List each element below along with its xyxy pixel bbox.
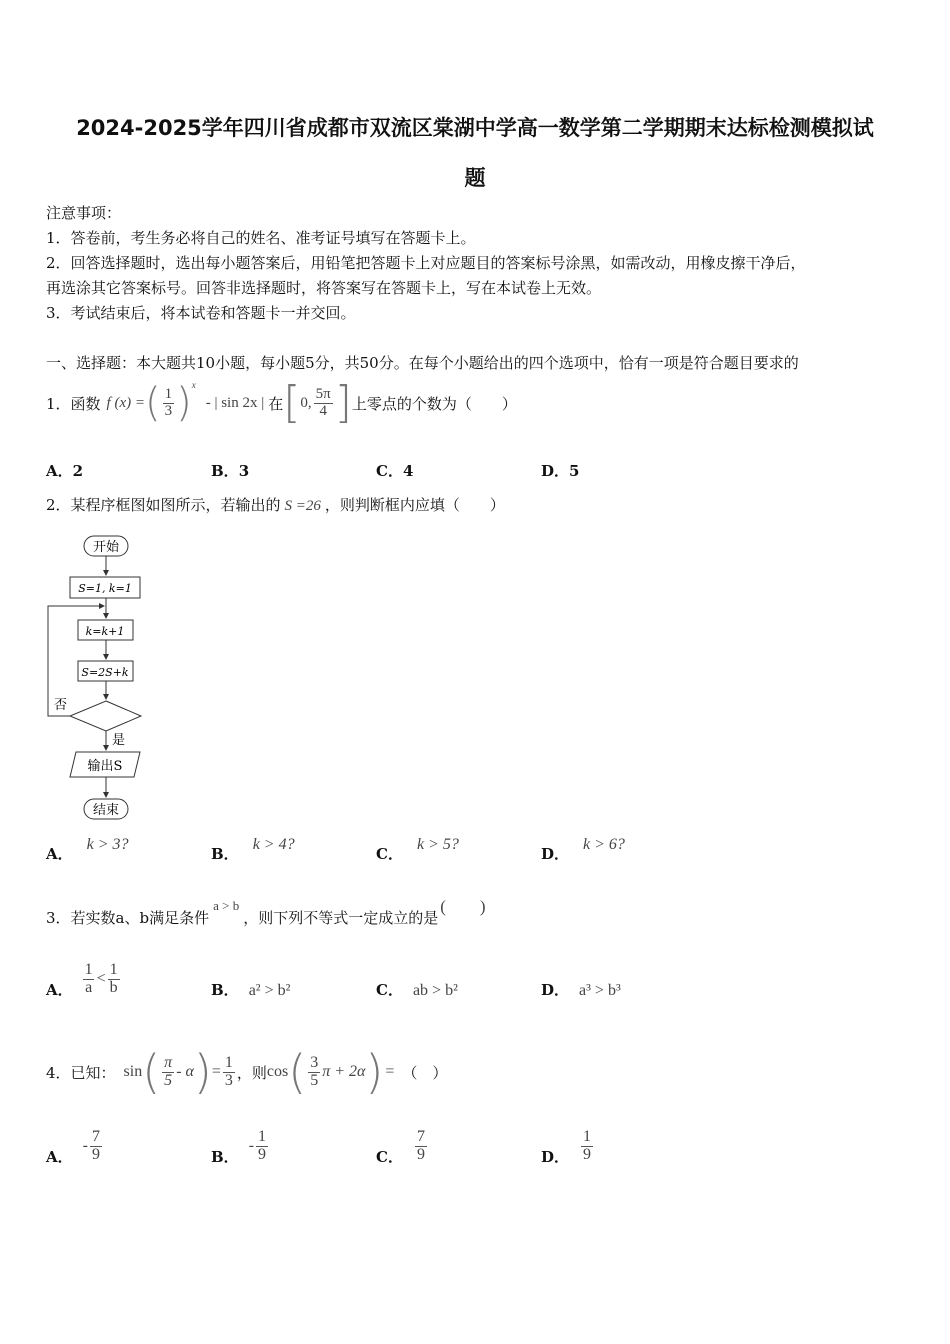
q2-math: S =26 [284,498,321,514]
notice-item-1: 1．答卷前，考生务必将自己的姓名、准考证号填写在答题卡上。 [46,229,476,247]
q2-option-d-value: k > 6? [583,836,625,853]
flowchart [40,528,150,824]
q3-condition: a > b [213,898,240,913]
q4-sin: sin [123,1063,143,1080]
q4-option-a[interactable] [46,1122,104,1170]
notice-heading: 注意事项： [46,204,122,222]
q4-left-paren-1: ( [142,1045,161,1099]
question-2 [46,494,505,515]
q4-option-b-label: B． [211,1147,239,1166]
q1-option-c-value: 4 [402,462,414,480]
q1-frac-num: 1 [164,385,173,402]
q3-option-a-den2: b [109,978,118,996]
q1-suffix: 上零点的个数为（ ） [351,394,517,413]
q4-option-b-sign: - [248,1137,255,1154]
page-title-continued: 题 [464,166,486,190]
q4-equals: = [211,1063,221,1080]
q1-in: 在 [268,394,284,413]
q4-right-paren-1: ) [193,1045,212,1099]
notice-item-3: 3．考试结束后，将本试卷和答题卡一并交回。 [46,304,356,322]
q2-option-c-label: C． [376,845,403,863]
q1-option-b[interactable] [211,460,249,481]
flow-no-label: 否 [54,698,68,713]
section-heading: 一、选择题：本大题共10小题，每小题5分，共50分。在每个小题给出的四个选项中，恰有一项是符合题目要求的 [46,354,799,372]
q1-fraction [163,387,175,420]
q2-option-d[interactable] [541,836,625,863]
q4-option-c-num: 7 [416,1127,425,1145]
q1-right-paren: ) [176,380,192,426]
q2-option-c[interactable] [376,836,459,863]
q1-left-paren: ( [144,380,161,426]
q3-option-d-label: D． [541,981,570,999]
q4-option-d-label: D． [541,1147,570,1166]
q4-option-a-den: 9 [91,1145,100,1163]
q2-option-b-label: B． [211,845,239,863]
q4-option-a-num: 7 [91,1127,100,1145]
q2-option-d-label: D． [541,845,570,863]
q3-option-b[interactable] [211,979,290,1000]
notice-item-2-continued: 再选涂其它答案标号。回答非选择题时，将答案写在答题卡上，写在本试卷上无效。 [46,279,602,297]
q1-option-d[interactable] [541,460,579,481]
q1-option-d-label: D． [541,462,570,480]
question-1 [46,378,517,428]
q3-option-a-label: A． [46,980,73,999]
q2-option-a-value: k > 3? [86,836,129,853]
flow-increment-label: k=k+1 [85,625,125,638]
q4-option-b-frac [256,1129,268,1164]
q2-option-a-label: A． [46,845,73,863]
q2-suffix: ，则判断框内应填（ ） [324,496,505,514]
question-4 [46,1040,447,1104]
q4-option-a-sign: - [82,1137,88,1154]
q3-option-a[interactable] [46,954,122,1004]
q3-option-a-num1: 1 [84,960,93,978]
q4-frac-1-den: 5 [164,1071,173,1089]
flow-yes-label: 是 [112,733,126,748]
q4-frac-2 [308,1055,320,1090]
q4-paren: （ ） [402,1063,448,1082]
q3-option-d[interactable] [541,979,621,1000]
q1-right-bracket: ] [334,377,352,428]
q4-rhs-num: 1 [224,1053,233,1071]
q1-func: f (x) = [106,394,145,411]
q4-option-d[interactable] [541,1122,595,1170]
q4-right-paren-2: ) [365,1045,384,1099]
q1-option-b-label: B． [211,462,239,480]
q4-option-d-frac [581,1129,593,1164]
q3-suffix: ，则下列不等式一定成立的是 [243,909,439,927]
q3-option-c[interactable] [376,979,458,1000]
q4-frac-2-num: 3 [310,1053,319,1071]
q4-option-c[interactable] [376,1122,429,1170]
q4-option-b-num: 1 [258,1127,267,1145]
q3-option-d-value: a³ > b³ [579,982,621,999]
q4-rhs-den: 3 [224,1071,233,1089]
q4-frac-1 [162,1055,174,1090]
q3-option-b-value: a² > b² [248,982,291,999]
q4-option-c-den: 9 [416,1145,425,1163]
q4-cos: cos [266,1063,289,1080]
q4-option-d-den: 9 [583,1145,592,1163]
q4-option-a-label: A． [46,1147,73,1166]
q3-option-a-frac2 [108,962,120,997]
q1-frac-den: 3 [164,402,173,419]
q4-left-paren-2: ( [288,1045,307,1099]
q2-option-b[interactable] [211,836,295,863]
q4-option-c-frac [415,1129,427,1164]
page-title: 2024-2025学年四川省成都市双流区棠湖中学高一数学第二学期期末达标检测模拟试 [76,116,874,140]
q1-interval-num: 5π [315,385,331,402]
q3-option-a-frac1 [83,962,95,997]
q1-option-a[interactable] [46,460,83,481]
q1-exponent: x [191,380,196,390]
q4-rhs-frac [223,1055,235,1090]
q3-option-c-value: ab > b² [412,982,458,999]
q4-then: ，则 [236,1063,267,1082]
flow-init-label: S=1, k=1 [78,582,132,595]
q4-option-b-den: 9 [258,1145,267,1163]
flow-update-label: S=2S+k [81,666,129,679]
q2-prefix: 2．某程序框图如图所示，若输出的 [46,496,281,514]
q1-prefix: 1．函数 [46,394,101,413]
q3-paren: ( ) [440,897,486,916]
flow-output-label: 输出S [87,759,123,774]
q3-option-c-label: C． [376,981,403,999]
q3-option-a-den1: a [85,978,93,996]
q1-option-d-value: 5 [569,462,580,480]
q4-option-b[interactable] [211,1122,270,1170]
q4-minus-alpha: - α [176,1063,194,1080]
q1-option-a-value: 2 [72,462,84,480]
q4-plus-term: π + 2α [322,1063,366,1080]
q4-equals-2: = [385,1063,395,1080]
notice-item-2: 2．回答选择题时，选出每小题答案后，用铅笔把答题卡上对应题目的答案标号涂黑，如需改动，用橡皮擦干净后， [46,254,806,272]
q3-prefix: 3．若实数a、b满足条件 [46,909,210,927]
q1-interval-start: 0, [300,394,312,411]
q2-option-c-value: k > 5? [416,836,459,853]
q1-left-bracket: [ [283,377,301,428]
q3-option-b-label: B． [211,981,239,999]
question-3 [46,898,486,928]
flow-end-label: 结束 [92,803,120,818]
q1-option-c-label: C． [376,462,403,480]
flow-decision-diamond [70,701,141,731]
q1-interval-fraction [314,387,333,420]
q1-option-a-label: A． [46,462,73,480]
q4-prefix: 4．已知： [46,1063,116,1082]
flow-start-label: 开始 [92,540,120,555]
q4-option-d-num: 1 [583,1127,592,1145]
q2-option-a[interactable] [46,836,129,863]
q1-option-c[interactable] [376,460,413,481]
q1-abs-term: - | sin 2x | [205,394,265,411]
q1-interval-den: 4 [319,402,327,419]
q3-option-a-num2: 1 [109,960,118,978]
q4-frac-1-num: π [164,1053,173,1071]
q4-frac-2-den: 5 [310,1071,319,1089]
q1-option-b-value: 3 [238,462,250,480]
q4-option-a-frac [90,1129,102,1164]
q4-option-c-label: C． [376,1147,403,1166]
q2-option-b-value: k > 4? [252,836,295,853]
q3-option-a-op: < [96,970,106,987]
